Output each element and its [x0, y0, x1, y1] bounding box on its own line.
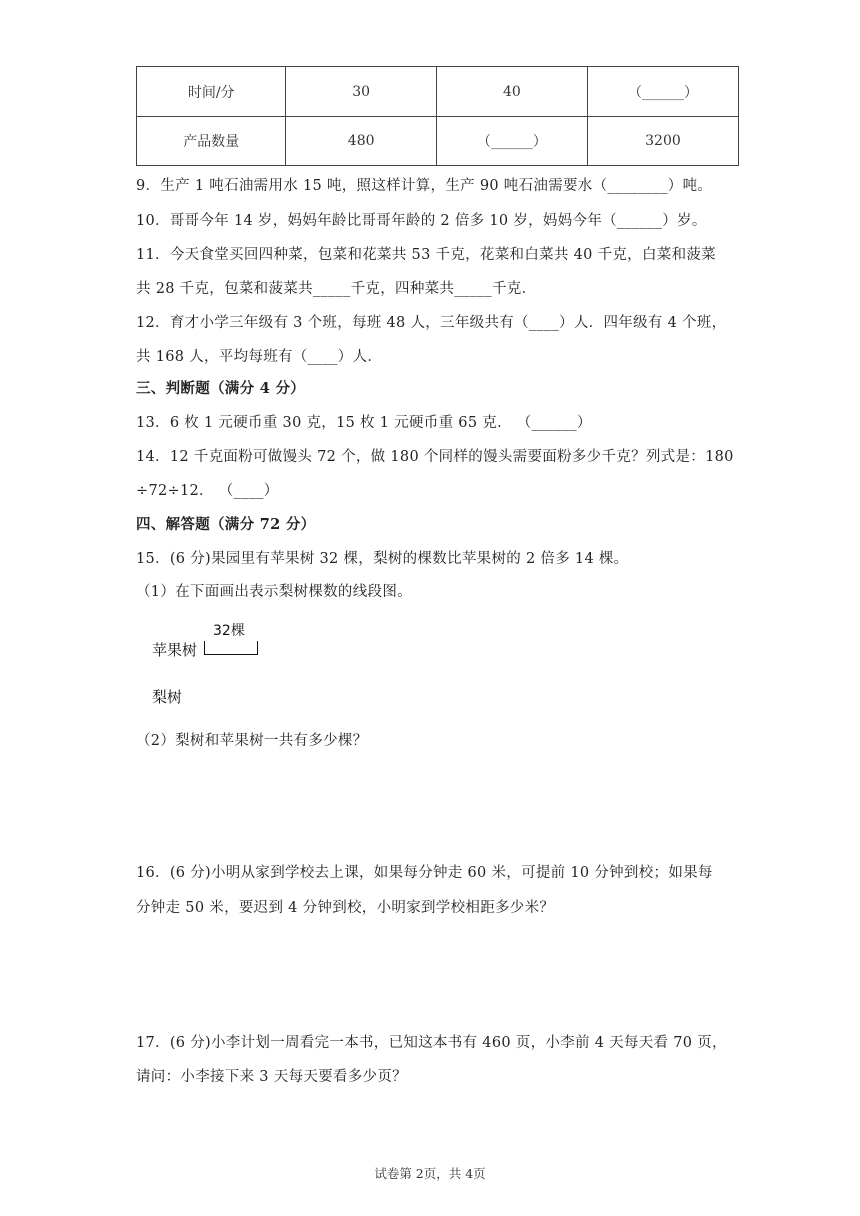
- page-footer: 试卷第 2页，共 4页: [374, 1166, 486, 1181]
- table-cell: 30: [286, 67, 437, 117]
- question-17-line-1: 17．(6 分)小李计划一周看完一本书，已知这本书有 460 页，小李前 4 天每天看 70 页，: [136, 1035, 727, 1051]
- question-12-line-2: 共 168 人，平均每班有（____）人．: [136, 349, 383, 365]
- apple-tree-segment: [204, 641, 258, 655]
- question-12-line-1: 12．育才小学三年级有 3 个班，每班 48 人，三年级共有（____）人．四年级有 4 个班，: [136, 315, 727, 331]
- question-9: 9．生产 1 吨石油需用水 15 吨，照这样计算，生产 90 吨石油需要水（________）吨。: [136, 178, 713, 194]
- question-10: 10．哥哥今年 14 岁，妈妈年龄比哥哥年龄的 2 倍多 10 岁，妈妈今年（______）岁。: [136, 213, 707, 229]
- section-heading-solutions: 四、解答题（满分 72 分）: [136, 516, 316, 533]
- question-14-line-2: ÷72÷12． （____）: [136, 483, 279, 499]
- question-16-line-2: 分钟走 50 米，要迟到 4 分钟到校，小明家到学校相距多少米？: [136, 900, 555, 916]
- table-cell: 480: [286, 117, 437, 166]
- question-15-part-2: （2）梨树和苹果树一共有多少棵？: [136, 733, 368, 749]
- data-table: [136, 66, 739, 166]
- question-11-line-1: 11．今天食堂买回四种菜，包菜和花菜共 53 千克，花菜和白菜共 40 千克，白菜和菠菜: [136, 247, 716, 263]
- table-cell: 产品数量: [137, 117, 286, 166]
- question-11-line-2: 共 28 千克，包菜和菠菜共_____千克，四种菜共_____千克．: [136, 281, 537, 297]
- question-13: 13．6 枚 1 元硬币重 30 克，15 枚 1 元硬币重 65 克． （______）: [136, 415, 592, 431]
- question-14-line-1: 14．12 千克面粉可做馒头 72 个，做 180 个同样的馒头需要面粉多少千克？列式是：180: [136, 449, 734, 465]
- apple-tree-label: 苹果树: [152, 641, 198, 659]
- question-16-line-1: 16．(6 分)小明从家到学校去上课，如果每分钟走 60 米，可提前 10 分钟到校；如果每: [136, 865, 713, 881]
- question-15: 15．(6 分)果园里有苹果树 32 棵，梨树的棵数比苹果树的 2 倍多 14 棵。: [136, 551, 629, 567]
- table-cell: 40: [436, 67, 587, 117]
- table-cell: （______）: [587, 67, 738, 117]
- question-17-line-2: 请问：小李接下来 3 天每天要看多少页？: [136, 1069, 407, 1085]
- segment-count-label: 32棵: [213, 623, 245, 639]
- section-heading-judgement: 三、判断题（满分 4 分）: [136, 380, 306, 397]
- table-cell: 时间/分: [137, 67, 286, 117]
- table-cell: （______）: [436, 117, 587, 166]
- pear-tree-label: 梨树: [152, 688, 183, 706]
- question-15-part-1: （1）在下面画出表示梨树棵数的线段图。: [136, 584, 412, 600]
- table-row: [137, 117, 739, 166]
- table-row: [137, 67, 739, 117]
- table-cell: 3200: [587, 117, 738, 166]
